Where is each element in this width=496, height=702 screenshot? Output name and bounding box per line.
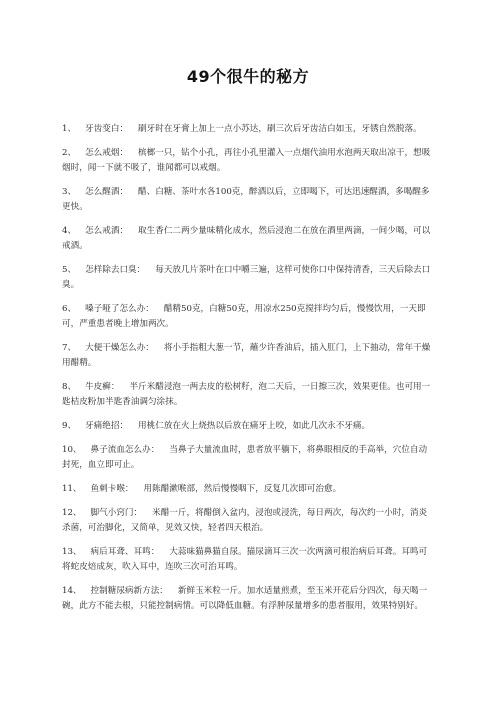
item-number: 13、 — [62, 547, 82, 557]
item-heading: 怎么戒酒： — [85, 226, 129, 236]
item-heading: 嗓子哑了怎么办： — [85, 304, 154, 314]
item-number: 1、 — [62, 124, 77, 134]
item-text: 醋精50克，白糖50克，用凉水250克搅拌均匀后，慢慢饮用，一天即可，严重患者晚上增加两次。 — [62, 304, 426, 329]
page-title: 49个很牛的秘方 — [186, 67, 310, 86]
item-number: 7、 — [62, 343, 77, 353]
item-text: 每天放几片茶叶在口中嚼三遍，这样可使你口中保持清香，三天后除去口臭。 — [62, 265, 431, 290]
remedy-list — [62, 122, 434, 623]
item-text: 取生香仁二两少量味精化成水，然后浸泡二在放在酒里两滴，一间少喝，可以戒酒。 — [62, 226, 431, 251]
item-number: 11、 — [62, 484, 82, 494]
item-number: 3、 — [62, 187, 77, 197]
list-item — [62, 185, 434, 215]
item-number: 6、 — [62, 304, 77, 314]
item-number: 4、 — [62, 226, 77, 236]
list-item — [62, 341, 434, 371]
item-heading: 牛皮癣： — [85, 382, 120, 392]
item-heading: 牙痛绝招： — [85, 421, 129, 431]
item-text: 用陈醋漱喉部，然后慢慢咽下，反复几次即可治愈。 — [143, 484, 342, 494]
item-text: 将小手指粗大葱一节，蘸少许香油后，插入肛门，上下抽动，常年干燥用醋精。 — [62, 343, 431, 368]
item-number: 8、 — [62, 382, 77, 392]
item-number: 14、 — [62, 586, 82, 596]
item-heading: 大便干燥怎么办： — [85, 343, 154, 353]
item-text: 刷牙时在牙膏上加上一点小苏达，刷三次后牙齿洁白如玉，牙锈自然脱落。 — [138, 124, 422, 134]
item-heading: 鱼刺卡喉： — [90, 484, 134, 494]
item-number: 12、 — [62, 508, 82, 518]
list-item — [62, 545, 434, 575]
list-item — [62, 263, 434, 293]
item-text: 槟榔一只，钻个小孔，再往小孔里灌入一点烟代油用水泡两天取出凉干，想吸烟时，闻一下就不吸了，谁闻都可以戒烟。 — [62, 148, 431, 173]
list-item — [62, 584, 434, 614]
item-text: 米醋一斤，将醋倒入盆内，浸泡或浸洗，每日两次，每次约一小时，消炎杀菌，可治脚化，又简单，见效又快，轻者四天根治。 — [62, 508, 428, 533]
list-item — [62, 419, 434, 434]
list-item — [62, 302, 434, 332]
item-heading: 怎么醒酒： — [85, 187, 129, 197]
list-item — [62, 506, 434, 536]
item-text: 醋、白糖、茶叶水各100克，醉酒以后，立即喝下，可达迅速醒酒，多喝醒多更快。 — [62, 187, 430, 212]
item-text: 大蒜味猫鼻猫自尿。猫尿滴耳三次一次两滴可根治病后耳聋。耳鸣可将蛇皮焙成灰，吹入耳中，连吹三次可治耳鸣。 — [62, 547, 428, 572]
list-item — [62, 380, 434, 410]
item-heading: 怎样除去口臭： — [85, 265, 146, 275]
item-number: 5、 — [62, 265, 77, 275]
item-text: 当鼻子大量流血时，患者放平躺下，将鼻眼相反的手高举，穴位自动封死，血立即可止。 — [62, 445, 428, 470]
item-text: 用桃仁放在火上烧热以后放在痛牙上咬，如此几次永不牙痛。 — [138, 421, 371, 431]
item-heading: 牙齿变白： — [85, 124, 129, 134]
item-heading: 病后耳聋、耳鸣： — [90, 547, 160, 557]
item-heading: 脚气小窍门： — [90, 508, 143, 518]
item-text: 新鲜玉米粒一斤。加水适量煎煮，至玉米开花后分四次，每天喝一碗，此方不能去根，只能控制病情。可以降低血糖。有浮肿尿量增多的患者服用，效果特别好。 — [62, 586, 428, 611]
item-number: 9、 — [62, 421, 77, 431]
item-heading: 怎么戒烟： — [85, 148, 129, 158]
list-item — [62, 122, 434, 137]
list-item — [62, 146, 434, 176]
list-item — [62, 224, 434, 254]
item-number: 2、 — [62, 148, 77, 158]
item-heading: 鼻子流血怎么办： — [90, 445, 160, 455]
item-text: 半斤米醋浸泡一两去皮的松树籽，泡二天后，一日擦三次，效果更佳。也可用一匙桔皮粉加半匙香油调匀涂抹。 — [62, 382, 431, 407]
item-heading: 控制糖尿病新方法： — [90, 586, 168, 596]
list-item — [62, 482, 434, 497]
list-item — [62, 443, 434, 473]
item-number: 10、 — [62, 445, 82, 455]
